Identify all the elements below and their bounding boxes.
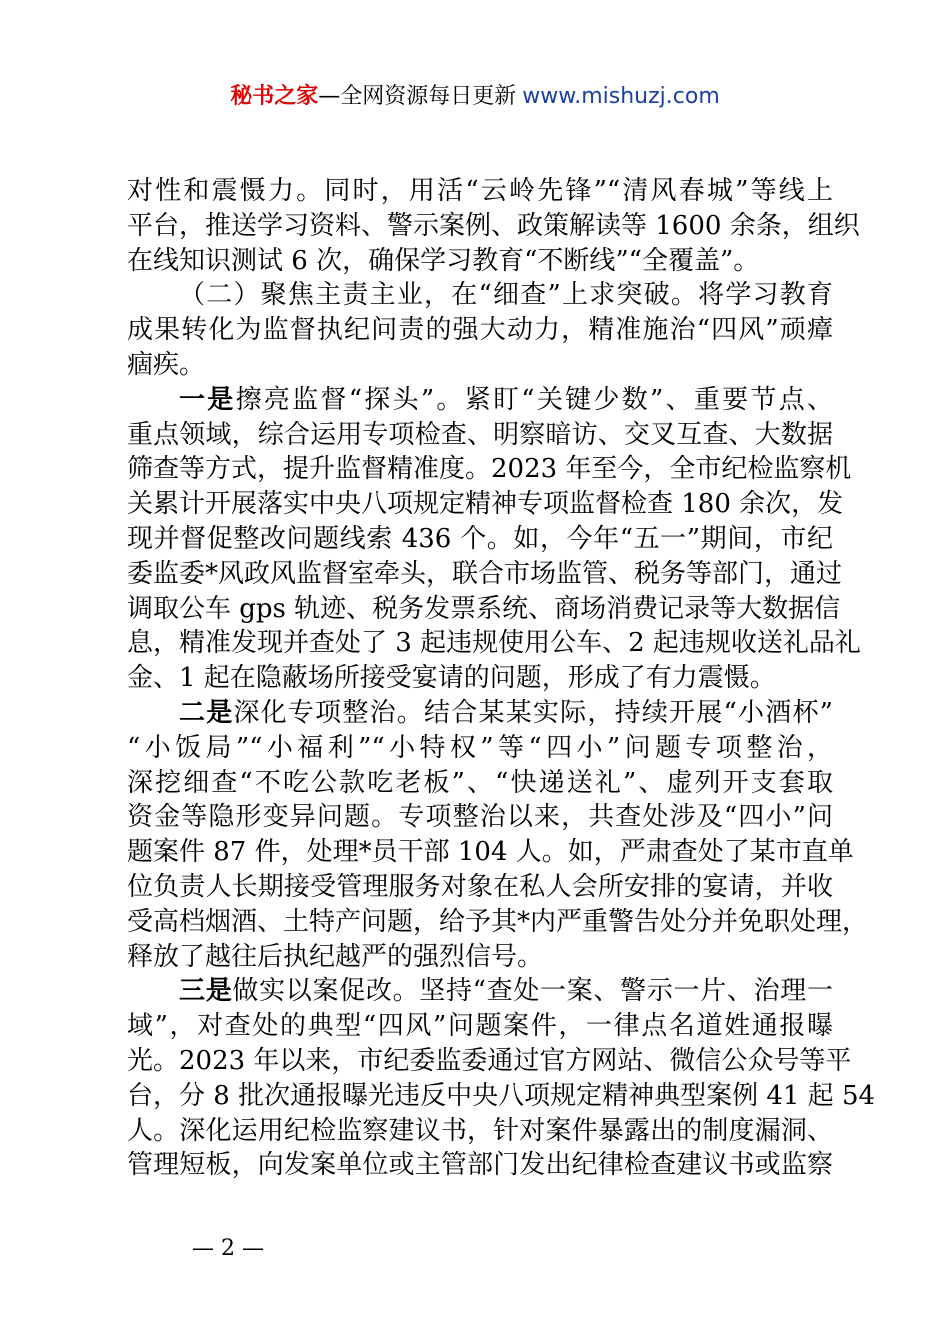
paragraph-lead: 一是	[179, 384, 236, 415]
text-line: 关累计开展落实中央八项规定精神专项监督检查 180 余次，发	[127, 489, 844, 520]
paragraph	[127, 383, 861, 696]
text-line: 域”，对查处的典型“四风”问题案件，一律点名道姓通报曝	[127, 1011, 833, 1042]
text-line: 题案件 87 件，处理*员干部 104 人。如，严肃查处了某市直单	[127, 837, 854, 868]
text-line: 管理短板，向发案单位或主管部门发出纪律检查建议书或监察	[127, 1150, 833, 1181]
paragraph	[127, 974, 876, 1183]
text-line: 痼疾。	[127, 349, 206, 380]
text-line: 息，精准发现并查处了 3 起违规使用公车、2 起违规收送礼品礼	[127, 628, 861, 659]
text-line: 筛查等方式，提升监督精准度。2023 年至今，全市纪检监察机	[127, 454, 852, 485]
text-line: 现并督促整改问题线索 436 个。如，今年“五一”期间，市纪	[127, 523, 833, 554]
document-body	[127, 174, 876, 1183]
text-line: 平台，推送学习资料、警示案例、政策解读等 1600 余条，组织	[127, 210, 860, 241]
text-line: 受高档烟酒、土特产问题，给予其*内严重警告处分并免职处理，	[127, 906, 869, 937]
paragraph-lead: 三是	[179, 976, 233, 1007]
header-dash: —	[318, 84, 341, 109]
text-line: 对性和震慑力。同时，用活“云岭先锋”“清风春城”等线上	[127, 176, 833, 206]
text-segment: 擦亮监督“探头”。紧盯“关键少数”、重要节点、	[235, 384, 833, 415]
text-line: 位负责人长期接受管理服务对象在私人会所安排的宴请，并收	[127, 871, 833, 902]
text-segment: 深化专项整治。结合某某实际，持续开展“小酒杯”	[233, 697, 833, 728]
site-url: www.mishuzj.com	[522, 84, 720, 109]
text-line: 委监委*风政风监督室牵头，联合市场监管、税务等部门，通过	[127, 558, 843, 589]
section-heading-paragraph	[127, 278, 833, 382]
text-line: 在线知识测试 6 次，确保学习教育“不断线”“全覆盖”。	[127, 245, 760, 276]
text-line: 人。深化运用纪检监察建议书，针对案件暴露出的制度漏洞、	[127, 1115, 833, 1146]
page-number: — 2 —	[192, 1236, 264, 1261]
paragraph	[127, 174, 860, 278]
text-line: 释放了越往后执纪越严的强烈信号。	[127, 941, 544, 972]
text-line	[127, 383, 833, 418]
text-line: 成果转化为监督执纪问责的强大动力，精准施治“四风”顽瘴	[127, 315, 833, 346]
text-line: 台，分 8 批次通报曝光违反中央八项规定精神典型案例 41 起 54	[127, 1080, 876, 1111]
text-line: 金、1 起在隐蔽场所接受宴请的问题，形成了有力震慑。	[127, 663, 776, 694]
text-line	[127, 974, 833, 1009]
paragraph	[127, 696, 869, 974]
text-line: （二）聚焦主责主业，在“细查”上求突破。将学习教育	[179, 280, 833, 311]
text-line: 重点领域，综合运用专项检查、明察暗访、交叉互查、大数据	[127, 419, 833, 450]
text-line: 深挖细查“不吃公款吃老板”、“快递送礼”、虚列开支套取	[127, 767, 833, 798]
text-line	[127, 696, 833, 731]
text-line: 资金等隐形变异问题。专项整治以来，共查处涉及“四小”问	[127, 802, 833, 833]
text-line: “小饭局”“小福利”“小特权”等“四小”问题专项整治，	[127, 732, 833, 763]
paragraph-lead: 二是	[179, 697, 234, 728]
text-line: 调取公车 gps 轨迹、税务发票系统、商场消费记录等大数据信	[127, 593, 841, 624]
text-segment: 做实以案促改。坚持“查处一案、警示一片、治理一	[232, 976, 833, 1007]
site-brand: 秘书之家	[230, 84, 319, 109]
text-line: 光。2023 年以来，市纪委监委通过官方网站、微信公众号等平	[127, 1045, 852, 1076]
site-tagline: 全网资源每日更新	[340, 84, 517, 109]
site-header	[0, 80, 950, 114]
